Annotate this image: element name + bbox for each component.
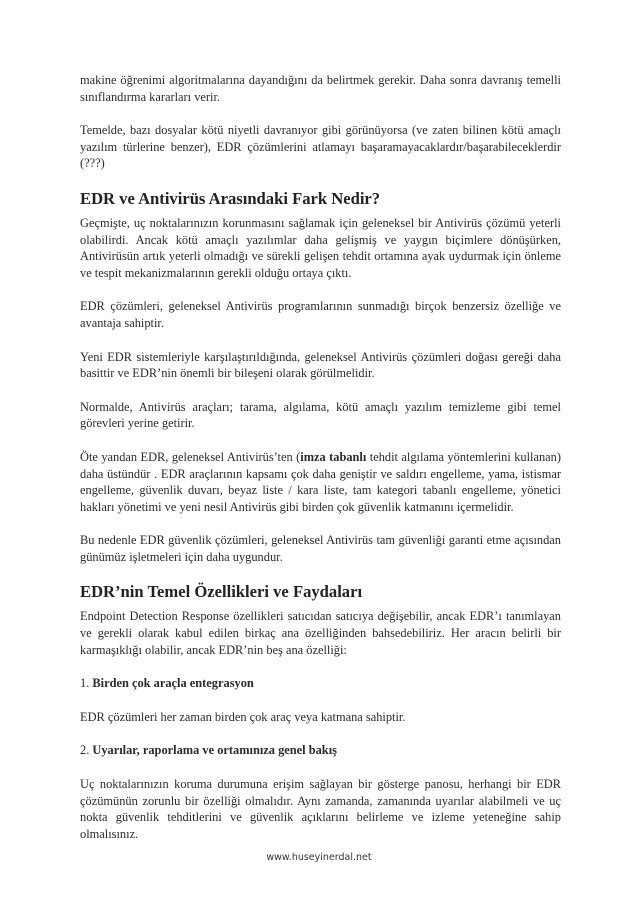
feature-item-1-label: Birden çok araçla entegrasyon xyxy=(92,676,254,691)
feature-item-2-number: 2. xyxy=(80,743,93,758)
feature-item-2-title xyxy=(80,742,561,759)
feature-item-1-title xyxy=(80,675,561,692)
section1-paragraph-5 xyxy=(80,449,561,515)
feature-item-2-label: Uyarılar, raporlama ve ortamınıza genel bakış xyxy=(92,743,337,758)
feature-item-1-number: 1. xyxy=(80,676,93,691)
feature-item-2-text: Uç noktalarınızın koruma durumuna erişim sağlayan bir gösterge panosu, herhangi bir EDR çözümünün zorunlu bir özelliği olmalıdır. Aynı zamanda, zamanında uyarılar alabilmeli ve uç nokta güvenlik tehditlerini ve güvenlik açıklarını belirleme ve izleme yeteneğine sahip olmalısınız. xyxy=(80,777,561,841)
section-heading-edr-vs-antivirus: EDR ve Antivirüs Arasındaki Fark Nedir? xyxy=(80,188,381,208)
section1-paragraph-5-start: Öte yandan EDR, geleneksel Antivirüs’ten ( xyxy=(80,449,301,464)
feature-item-1-text: EDR çözümleri her zaman birden çok araç veya katmana sahiptir. xyxy=(80,709,406,724)
section2-paragraph-1: Endpoint Detection Response özellikleri satıcıdan satıcıya değişebilir, ancak EDR’ı tanımlayan ve gerekli olarak kabul edilen birkaç ana özelliğinden bahsedebiliriz. Her aracın belirli bir karmaşıklığı olabilir, ancak EDR’nin beş ana özelliği: xyxy=(80,609,561,657)
footer-url: www.huseyinerdal.net xyxy=(266,852,372,863)
section-heading-edr-features: EDR’nin Temel Özellikleri ve Faydaları xyxy=(80,582,363,602)
section1-paragraph-1: Geçmişte, uç noktalarınızın korunmasını sağlamak için geleneksel bir Antivirüs çözümü yeterli olabilirdi. Ancak kötü amaçlı yazılımlar daha gelişmiş ve yaygın biçimlere dönüşürken, Antivirüsün artık yeterli olmadığı ve sürekli gelişen tehdit ortamına ayak uydurmak için önleme ve tespit mekanizmalarının gerekli olduğu ortaya çıktı. xyxy=(80,215,561,280)
page-content xyxy=(80,72,561,859)
intro-paragraph-2: Temelde, bazı dosyalar kötü niyetli davranıyor gibi görünüyorsa (ve zaten bilinen kötü amaçlı yazılım türlerine benzer), EDR çözümlerini atlamayı başaramayacaklardır/başarabileceklerdir (???) xyxy=(80,123,561,171)
signature-based-bold: imza tabanlı xyxy=(300,449,367,464)
section1-paragraph-5-end: tehdit algılama yöntemlerini kullanan) daha üstündür . EDR araçlarının kapsamı çok daha geniştir ve saldırı engelleme, yama, istismar engelleme, güvenlik duvarı, beyaz liste / kara liste, tam kategori tabanlı engelleme, yönetici hakları yönetimi ve yeni nesil Antivirüs gibi birden çok güvenlik katmanını içermelidir. xyxy=(80,449,562,514)
intro-paragraph-1: makine öğrenimi algoritmalarına dayandığını da belirtmek gerekir. Daha sonra davranış temelli sınıflandırma kararları verir. xyxy=(80,73,561,104)
section1-paragraph-6: Bu nedenle EDR güvenlik çözümleri, geleneksel Antivirüs tam güvenliği garanti etme açısından günümüz işletmeleri için daha uygundur. xyxy=(80,533,561,564)
section1-paragraph-4: Normalde, Antivirüs araçları; tarama, algılama, kötü amaçlı yazılım temizleme gibi temel görevleri yerine getirir. xyxy=(80,399,561,431)
section1-paragraph-3: Yeni EDR sistemleriyle karşılaştırıldığında, geleneksel Antivirüs çözümleri doğası gereği daha basittir ve EDR’nin önemli bir bileşeni olarak görülmelidir. xyxy=(80,349,561,381)
section1-paragraph-2: EDR çözümleri, geleneksel Antivirüs programlarının sunmadığı birçok benzersiz özelliğe ve avantaja sahiptir. xyxy=(80,299,561,330)
